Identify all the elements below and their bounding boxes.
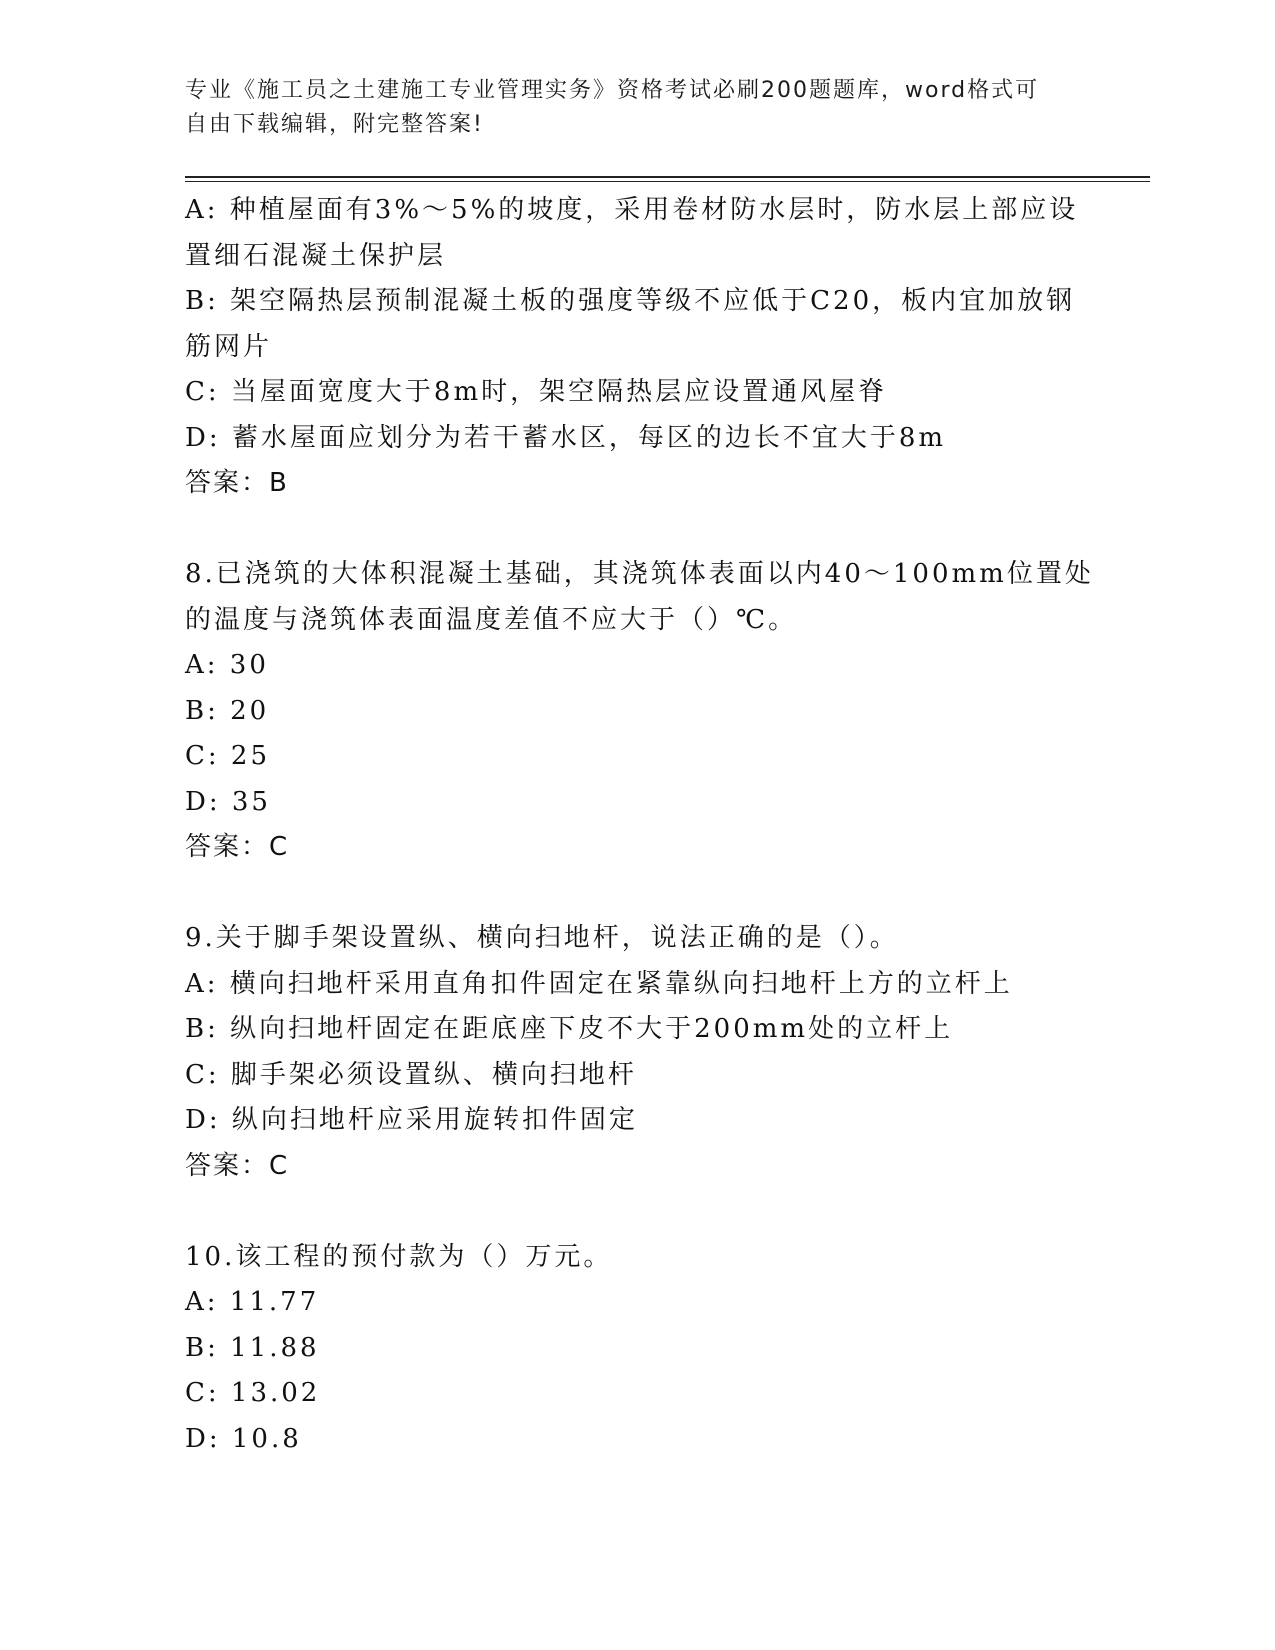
header-divider-thin [185, 181, 1150, 182]
question-9 [185, 916, 1085, 1189]
q10-option-c: C: 13.02 [185, 1378, 321, 1408]
question-list [185, 188, 1094, 1462]
q10-option-a: A: 11.77 [185, 1287, 320, 1317]
question-spacer [185, 507, 1085, 553]
question-spacer [185, 1189, 1085, 1235]
q8-option-a: A: 30 [185, 650, 269, 680]
q9-option-b: B: 纵向扫地杆固定在距底座下皮不大于200mm处的立杆上 [185, 1014, 954, 1044]
q10-stem: 10.该工程的预付款为（）万元。 [185, 1241, 613, 1272]
q8-answer: 答案：C [185, 832, 290, 862]
q8-option-b: B: 20 [185, 695, 270, 726]
question-8 [185, 552, 1094, 871]
q9-answer: 答案：C [185, 1150, 290, 1181]
question-spacer [185, 871, 1085, 917]
document-header [185, 74, 1065, 142]
q7-option-d: D: 蓄水屋面应划分为若干蓄水区，每区的边长不宜大于8m [185, 422, 947, 453]
q9-option-c: C: 脚手架必须设置纵、横向扫地杆 [185, 1059, 637, 1090]
question-7 [185, 188, 1085, 507]
q7-answer: 答案：B [185, 468, 289, 498]
q8-option-d: D: 35 [185, 786, 271, 817]
q7-option-c: C: 当屋面宽度大于8m时，架空隔热层应设置通风屋脊 [185, 377, 888, 407]
q7-option-a-line-1: A: 种植屋面有3%～5%的坡度，采用卷材防水层时，防水层上部应设 [185, 195, 1079, 225]
header-divider-thick [185, 176, 1150, 178]
q7-option-b-line-1: B: 架空隔热层预制混凝土板的强度等级不应低于C20，板内宜加放钢 [185, 286, 1076, 316]
header-title-line-2: 自由下载编辑，附完整答案! [185, 112, 484, 137]
q8-stem-line-2: 的温度与浇筑体表面温度差值不应大于（）℃。 [185, 604, 798, 635]
q9-option-d: D: 纵向扫地杆应采用旋转扣件固定 [185, 1105, 638, 1135]
header-title-line-1: 专业《施工员之土建施工专业管理实务》资格考试必刷200题题库，word格式可 [185, 78, 1040, 103]
q7-option-b-line-2: 筋网片 [185, 331, 273, 362]
q7-option-a-line-2: 置细石混凝土保护层 [185, 240, 447, 271]
q10-option-d: D: 10.8 [185, 1423, 302, 1454]
q9-stem: 9.关于脚手架设置纵、横向扫地杆，说法正确的是（）。 [185, 923, 899, 953]
q9-option-a: A: 横向扫地杆采用直角扣件固定在紧靠纵向扫地杆上方的立杆上 [185, 968, 1013, 999]
q8-stem-line-1: 8.已浇筑的大体积混凝土基础，其浇筑体表面以内40～100mm位置处 [185, 559, 1094, 589]
q8-option-c: C: 25 [185, 741, 271, 771]
question-10 [185, 1235, 1085, 1463]
q10-option-b: B: 11.88 [185, 1332, 320, 1363]
